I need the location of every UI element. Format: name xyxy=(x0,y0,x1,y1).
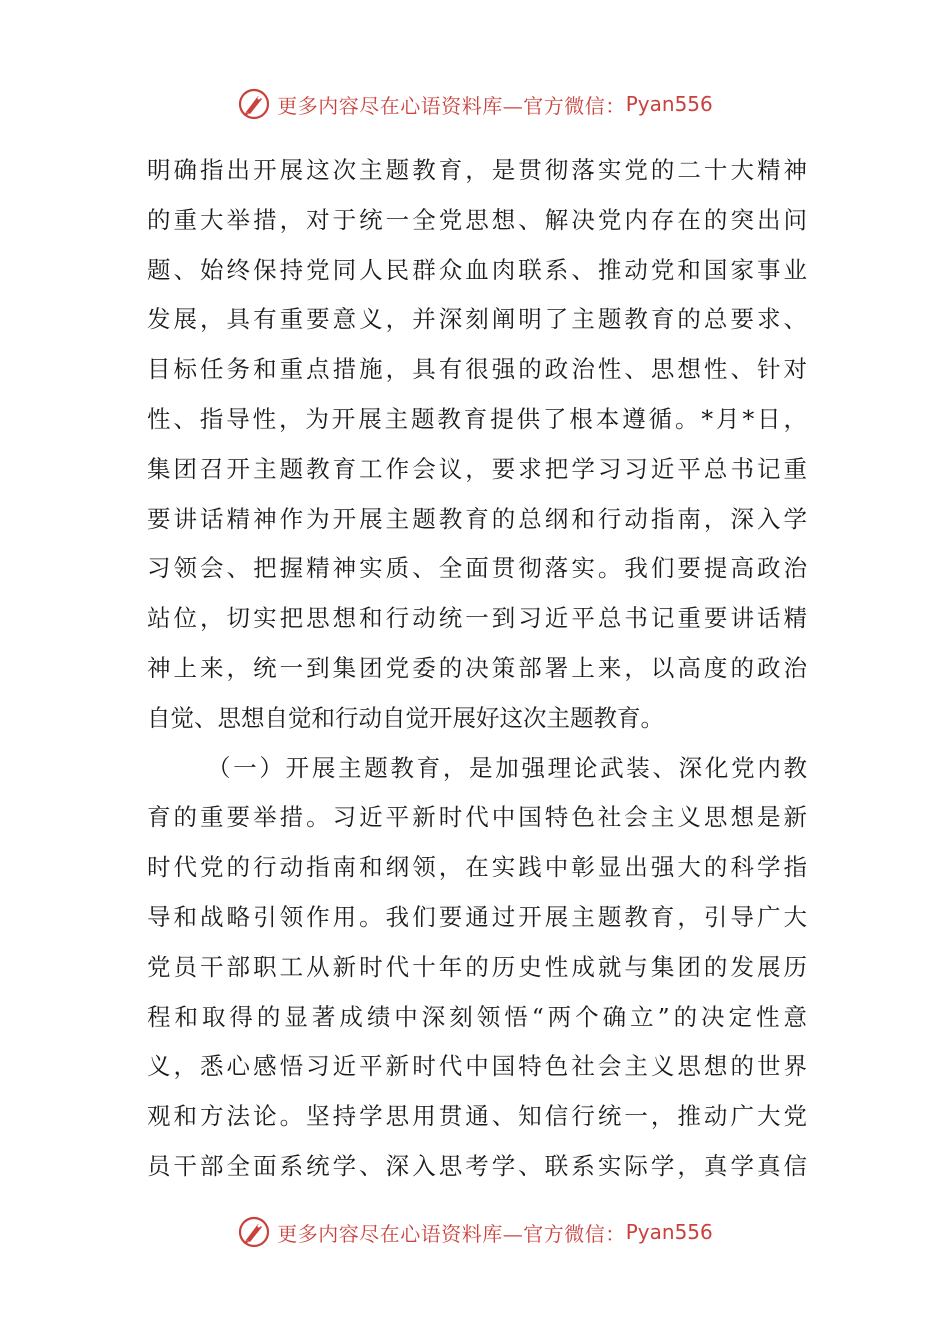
watermark-handle: Pyan556 xyxy=(625,1220,713,1244)
body-line: 性、指导性，为开展主题教育提供了根本遵循。*月*日， xyxy=(147,404,807,433)
body-line: 发展，具有重要意义，并深刻阐明了主题教育的总要求、 xyxy=(147,305,807,334)
watermark-handle: Pyan556 xyxy=(625,92,713,116)
body-line: 明确指出开展这次主题教育，是贯彻落实党的二十大精神 xyxy=(147,156,807,184)
body-line: 集团召开主题教育工作会议，要求把学习习近平总书记重 xyxy=(147,454,807,483)
body-line: 程和取得的显著成绩中深刻领悟“两个确立”的决定性意 xyxy=(147,1002,807,1031)
pen-nib-seal-icon xyxy=(237,1215,271,1249)
body-line: 导和战略引领作用。我们要通过开展主题教育，引导广大 xyxy=(147,902,807,931)
body-line: 要讲话精神作为开展主题教育的总纲和行动指南，深入学 xyxy=(147,504,807,533)
body-line: 题、始终保持党同人民群众血肉联系、推动党和国家事业 xyxy=(147,255,807,284)
body-line: 的重大举措，对于统一全党思想、解决党内存在的突出问 xyxy=(147,205,807,234)
header-watermark xyxy=(0,84,950,124)
section-heading-line: （一）开展主题教育，是加强理论武装、深化党内教 xyxy=(207,753,807,782)
document-body xyxy=(147,146,807,1192)
body-line: 神上来，统一到集团党委的决策部署上来，以高度的政治 xyxy=(147,653,807,682)
body-line: 时代党的行动指南和纲领，在实践中彰显出强大的科学指 xyxy=(147,853,807,882)
footer-watermark xyxy=(0,1212,950,1252)
body-line: 员干部全面系统学、深入思考学、联系实际学，真学真信 xyxy=(147,1151,807,1180)
watermark-text: 更多内容尽在心语资料库—官方微信： xyxy=(277,93,626,118)
pen-nib-seal-icon xyxy=(237,87,271,121)
body-line: 观和方法论。坚持学思用贯通、知信行统一，推动广大党 xyxy=(147,1102,807,1131)
body-line: 站位，切实把思想和行动统一到习近平总书记重要讲话精 xyxy=(147,604,807,633)
body-line: 义，悉心感悟习近平新时代中国特色社会主义思想的世界 xyxy=(147,1052,807,1081)
body-line: 自觉、思想自觉和行动自觉开展好这次主题教育。 xyxy=(147,703,664,732)
body-line: 目标任务和重点措施，具有很强的政治性、思想性、针对 xyxy=(147,355,807,384)
body-line: 育的重要举措。习近平新时代中国特色社会主义思想是新 xyxy=(147,803,807,832)
watermark-text: 更多内容尽在心语资料库—官方微信： xyxy=(277,1221,626,1246)
body-line: 习领会、把握精神实质、全面贯彻落实。我们要提高政治 xyxy=(147,554,807,583)
body-line: 党员干部职工从新时代十年的历史性成就与集团的发展历 xyxy=(147,952,807,981)
